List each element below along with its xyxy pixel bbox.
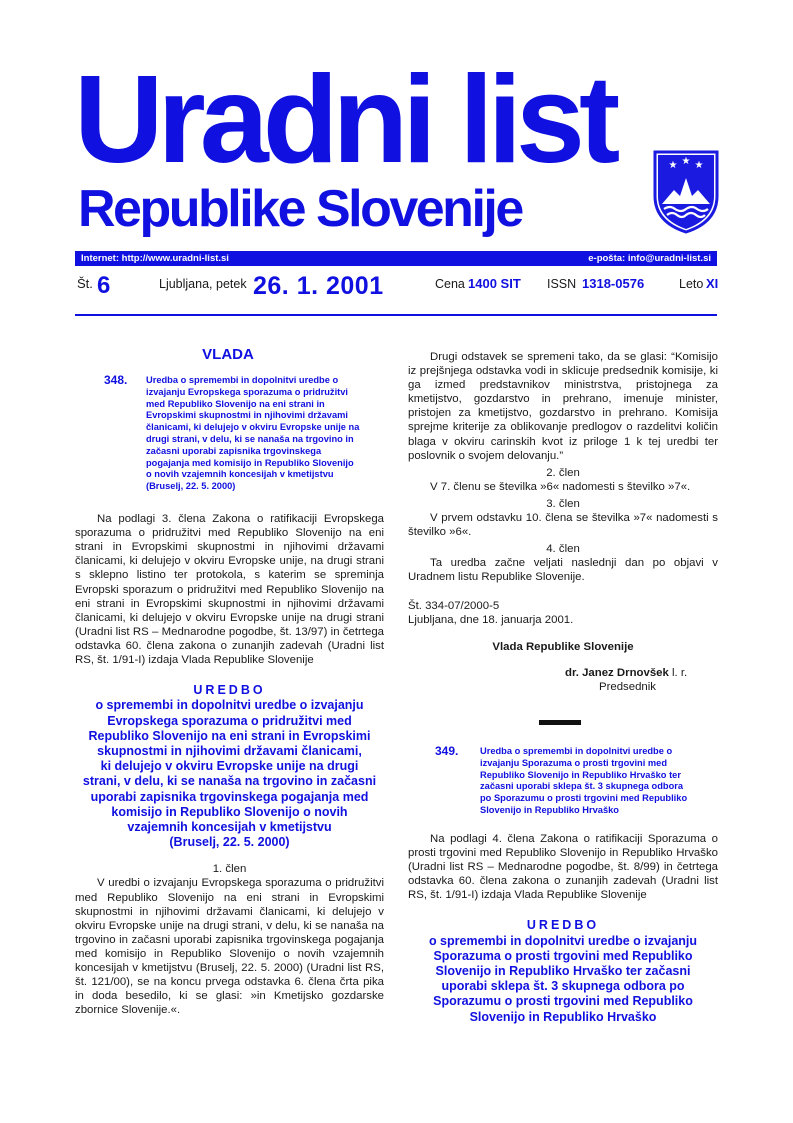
regulation-348-heading [75, 373, 384, 501]
decree-title-line: Slovenijo in Republiko Hrvaško ter začasni [435, 964, 691, 979]
price-label: Cena [435, 277, 465, 291]
decree-title-line: skupnostmi in njihovimi državami članicami, [97, 743, 362, 758]
decree-title-line: (Bruselj, 22. 5. 2000) [169, 835, 290, 850]
regulation-title-line: izvajanju Evropskega sporazuma o pridružitvi [146, 386, 349, 397]
regulation-title-line: članicami, ki delujejo v okviru Evropske unije na [146, 422, 360, 433]
internet-link[interactable]: Internet: http://www.uradni-list.si [81, 253, 229, 264]
svg-text:★: ★ [694, 160, 704, 171]
regulation-title-line: med Republiko Slovenijo na eni strani in [146, 398, 325, 409]
article-heading: 1. člen [212, 863, 247, 876]
regulation-title [146, 375, 386, 493]
price-value: 1400 SIT [468, 276, 521, 291]
regulation-number: 349. [435, 744, 459, 758]
masthead-subtitle: Republike Slovenije [78, 180, 522, 238]
article-paragraph: Drugi odstavek se spremeni tako, da se glasi: “Komisijo iz prejšnjega odstavka vodi in sklicuje predsednik komisije, ki ga izmed predstavnikov ministrstva, pristojnega za kmetijstvo, gozdarstvo in prehrano, imenuje minister, pristojen za kmetijstvo, gozdarstvo in prehrano. Komisija sprejme kriterije za oblikovanje predlogov o razdelitvi količin blaga v okviru carinskih kvot iz priloge 1 k tej uredbi ter poslovnik o svojem delovanju.” [408, 351, 718, 462]
regulation-349-heading [408, 744, 718, 822]
decree-title-line: ki delujejo v okviru Evropske unije na drugi [100, 759, 359, 774]
article-paragraph: Ta uredba začne veljati naslednji dan po objavi v Uradnem listu Republike Slovenije. [408, 557, 718, 584]
regulation-title [480, 746, 720, 817]
section-divider [539, 720, 581, 725]
article-paragraph: V 7. členu se številka »6« nadomesti s številko »7«. [430, 480, 691, 493]
regulation-title-line: pogajanja med komisijo in Republiko Slovenijo [146, 457, 354, 468]
left-column [75, 348, 384, 1017]
year-label: Leto [679, 277, 704, 291]
decree-title-line: o spremembi in dopolnitvi uredbe o izvajanju [95, 698, 364, 713]
decree-title-line: o spremembi in dopolnitvi uredbe o izvajanju [428, 933, 698, 948]
decree-label: UREDBO [193, 683, 266, 698]
article-heading: 2. člen [546, 466, 580, 479]
decree-title-line: Sporazumu o prosti trgovini med Republiko [433, 994, 693, 1009]
signatory-body: Vlada Republike Slovenije [492, 640, 634, 653]
regulation-title-line: Uredba o spremembi in dopolnitvi uredbe o [480, 746, 673, 756]
masthead-title: Uradni list [74, 51, 615, 189]
issue-place-day: Ljubljana, petek [159, 277, 247, 291]
signatory-line [408, 666, 718, 680]
signatory-lr: l. r. [672, 666, 688, 679]
regulation-title-line: o novih vzajemnih koncesijah v kmetijstvu [146, 469, 334, 480]
year-value: XI [706, 276, 719, 291]
decree-heading [408, 918, 718, 1024]
slovenian-coat-of-arms-icon [652, 148, 720, 234]
regulation-title-line: Slovenijo in Republiko Hrvaško [480, 804, 619, 815]
decree-title-line: Sporazuma o prosti trgovini med Republiko [433, 948, 693, 963]
decree-title-line: strani, v delu, ki se nanaša na trgovino in začasni [82, 774, 377, 789]
regulation-title-line: Republiko Slovenijo in Republiko Hrvaško ter [480, 769, 681, 780]
issue-date: 26. 1. 2001 [253, 272, 384, 300]
article-heading: 3. člen [546, 497, 580, 510]
decree-title-line: Slovenijo in Republiko Hrvaško [469, 1009, 657, 1024]
svg-text:★: ★ [668, 160, 678, 171]
preamble-paragraph: Na podlagi 4. člena Zakona o ratifikaciji Sporazuma o prosti trgovini med Republiko Slovenijo in Republiko Hrvaško (Uradni list RS – Mednarodne pogodbe, št. 8/99) in četrtega odstavka 60. člena zakona o zunanjih zadevah (Uradni list RS, št. 1/91-I) izdaja Vlada Republike Slovenije [408, 833, 718, 902]
header-rule [75, 314, 717, 316]
email-link[interactable]: e-pošta: info@uradni-list.si [588, 253, 711, 264]
article-heading: 4. člen [546, 543, 580, 556]
article-paragraph: V prvem odstavku 10. člena se številka »7« nadomesti s številko »6«. [408, 512, 718, 539]
decree-heading [75, 683, 384, 850]
reference-number: Št. 334-07/2000-5 [408, 599, 500, 612]
decree-title-line: Evropskega sporazuma o pridružitvi med [107, 713, 352, 728]
decree-title-line: Republiko Slovenijo na eni strani in Evropskimi [88, 728, 371, 743]
regulation-title-line: izvajanju Sporazuma o prosti trgovini med [480, 757, 668, 768]
regulation-title-line: drugi strani, v delu, ki se nanaša na trgovino in [146, 434, 354, 445]
reference-date: Ljubljana, dne 18. januarja 2001. [408, 613, 574, 626]
regulation-title-line: Evropskimi skupnostmi in njihovimi državami [146, 410, 348, 421]
preamble-paragraph: Na podlagi 3. člena Zakona o ratifikaciji Evropskega sporazuma o pridružitvi med Republiko Slovenijo na eni strani in Evropskimi skupnostmi in njihovimi državami članicami, ki delujejo v okviru Evropske unije, na drugi strani s sklepno listino ter protokola, s katerim se spreminja Evropski sporazum o pridružitvi med Republiko Slovenijo na eni strani in Evropskimi skupnostmi in njihovimi državami članicami, ki delujejo v okviru Evropske unije na drugi strani (Uradni list RS – Mednarodne pogodbe, št. 13/97) in četrtega odstavka 60. člena zakona o zunanjih zadevah (Uradni list RS, št. 1/91-I) izdaja Vlada Republike Slovenije [75, 513, 384, 667]
regulation-title-line: začasni uporabi sklepa št. 3 skupnega odbora [480, 781, 684, 792]
masthead-contact-bar [75, 251, 717, 266]
regulation-number: 348. [104, 373, 128, 388]
issue-number-label: Št. [77, 276, 93, 291]
signatory-name: dr. Janez Drnovšek [565, 666, 669, 679]
issue-number: 6 [97, 272, 111, 299]
article-paragraph: V uredbi o izvajanju Evropskega sporazuma o pridružitvi med Republiko Slovenijo na eni strani in Evropskimi skupnostmi in njihovimi državami članicami, ki delujejo v okviru Evropske unije na drugi strani, v delu, ki se nanaša na trgovino in začasni uporabi zapisnika trgovinskega pogajanja med komisijo in Republiko Slovenijo o novih vzajemnih koncesijah v kmetijstvu (Bruselj, 22. 5. 2000) (Uradni list RS, št. 121/00), se na koncu prvega odstavka 6. člena črta pika in doda besedilo, ki se glasi: »in Kmetijsko gozdarske zbornice Slovenije.«. [75, 877, 384, 1017]
issn-value: 1318-0576 [582, 276, 645, 291]
regulation-title-line: Uredba o spremembi in dopolnitvi uredbe o [146, 375, 339, 386]
decree-title-line: uporabi sklepa št. 3 skupnega odbora po [441, 979, 685, 994]
decree-title-line: komisijo in Republiko Slovenijo o novih [111, 804, 348, 819]
regulation-title-line: po Sporazumu o prosti trgovini med Republiko [480, 793, 688, 804]
issn-label: ISSN [547, 277, 577, 291]
decree-label: UREDBO [526, 918, 600, 933]
signatory-role: Predsednik [599, 680, 656, 693]
svg-text:★: ★ [681, 156, 691, 167]
decree-title-line: uporabi zapisnika trgovinskega pogajanja med [90, 789, 369, 804]
regulation-title-line: (Bruselj, 22. 5. 2000) [146, 481, 236, 492]
right-column-lower [408, 744, 718, 1025]
right-column [408, 350, 718, 694]
regulation-title-line: začasni uporabi zapisnika trgovinskega [146, 445, 322, 456]
decree-title-line: vzajemnih koncesijah v kmetijstvu [127, 819, 332, 834]
section-title: VLADA [202, 346, 254, 363]
